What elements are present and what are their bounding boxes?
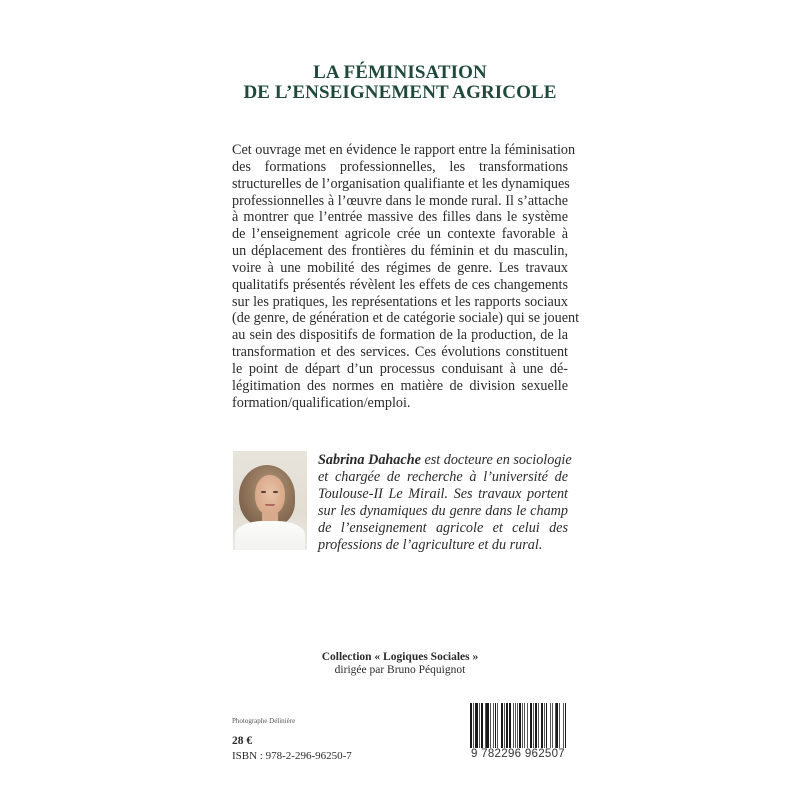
summary-line: un déplacement des frontières du féminin et du masculin,	[232, 243, 568, 260]
summary-line: des formations professionnelles, les transformations	[232, 158, 568, 175]
photo-eye-shape	[273, 491, 278, 493]
author-name: Sabrina Dahache	[318, 452, 421, 468]
collection-director: dirigée par Bruno Péquignot	[334, 664, 466, 676]
summary-line: de l’enseignement agricole crée un contexte favorable à	[232, 226, 568, 243]
photo-credit: Photographe Délinière	[232, 717, 296, 725]
summary-line: à montrer que l’entrée massive des filles dans le système	[232, 209, 568, 226]
bio-line-1-rest: est docteure en sociologie	[420, 452, 572, 468]
photo-shirt-shape	[235, 521, 305, 550]
author-bio	[318, 452, 572, 553]
summary-line: (de genre, de génération et de catégorie sociale) qui se jouent	[232, 310, 580, 327]
book-title	[200, 63, 600, 103]
summary-line: professionnelles à l’œuvre dans le monde rural. Il s’attache	[232, 192, 568, 209]
bio-line: de l’enseignement agricole et celui des	[318, 519, 568, 536]
collection-title: Collection « Logiques Sociales »	[321, 651, 479, 663]
photo-face-shape	[255, 475, 285, 515]
bio-line: professions de l’agriculture et du rural.	[318, 536, 543, 553]
bio-line: sur les dynamiques du genre dans le champ	[318, 502, 568, 519]
bio-line: Toulouse-II Le Mirail. Ses travaux portent	[318, 485, 568, 502]
barcode	[467, 702, 569, 760]
barcode-bars	[470, 703, 568, 748]
title-line-2: DE L’ENSEIGNEMENT AGRICOLE	[243, 82, 557, 103]
photo-eye-shape	[261, 491, 266, 493]
summary-line: légitimation des normes en matière de division sexuelle	[232, 377, 568, 394]
summary-line: formation/qualification/emploi.	[232, 394, 411, 411]
summary-line: voire à une mobilité des régimes de genre. Les travaux	[232, 259, 568, 276]
author-photo	[233, 451, 307, 550]
collection-info	[250, 651, 550, 677]
summary-line: Cet ouvrage met en évidence le rapport entre la féminisation	[232, 142, 576, 158]
summary-line: qualitatifs présentés révèlent les effets de ces changements	[232, 276, 568, 293]
bio-line-1	[318, 452, 572, 469]
summary-line: sur les pratiques, les représentations et les rapports sociaux	[232, 293, 568, 310]
summary-line: transformation et des services. Ces évolutions constituent	[232, 344, 568, 361]
title-line-1: LA FÉMINISATION	[313, 62, 487, 83]
photo-mouth-shape	[265, 504, 275, 506]
book-summary	[232, 142, 580, 412]
price: 28 €	[232, 735, 253, 747]
summary-line: structurelles de l’organisation qualifiante et les dynamiques	[232, 175, 570, 192]
barcode-space	[566, 703, 567, 748]
summary-line: le point de départ d’un processus conduisant à une dé-	[232, 360, 568, 377]
summary-line: au sein des dispositifs de formation de la production, de la	[232, 327, 568, 344]
barcode-number: 9 782296 962507	[470, 748, 566, 760]
bio-line: et chargée de recherche à l’université de	[318, 468, 568, 485]
isbn: ISBN : 978-2-296-96250-7	[232, 750, 352, 762]
